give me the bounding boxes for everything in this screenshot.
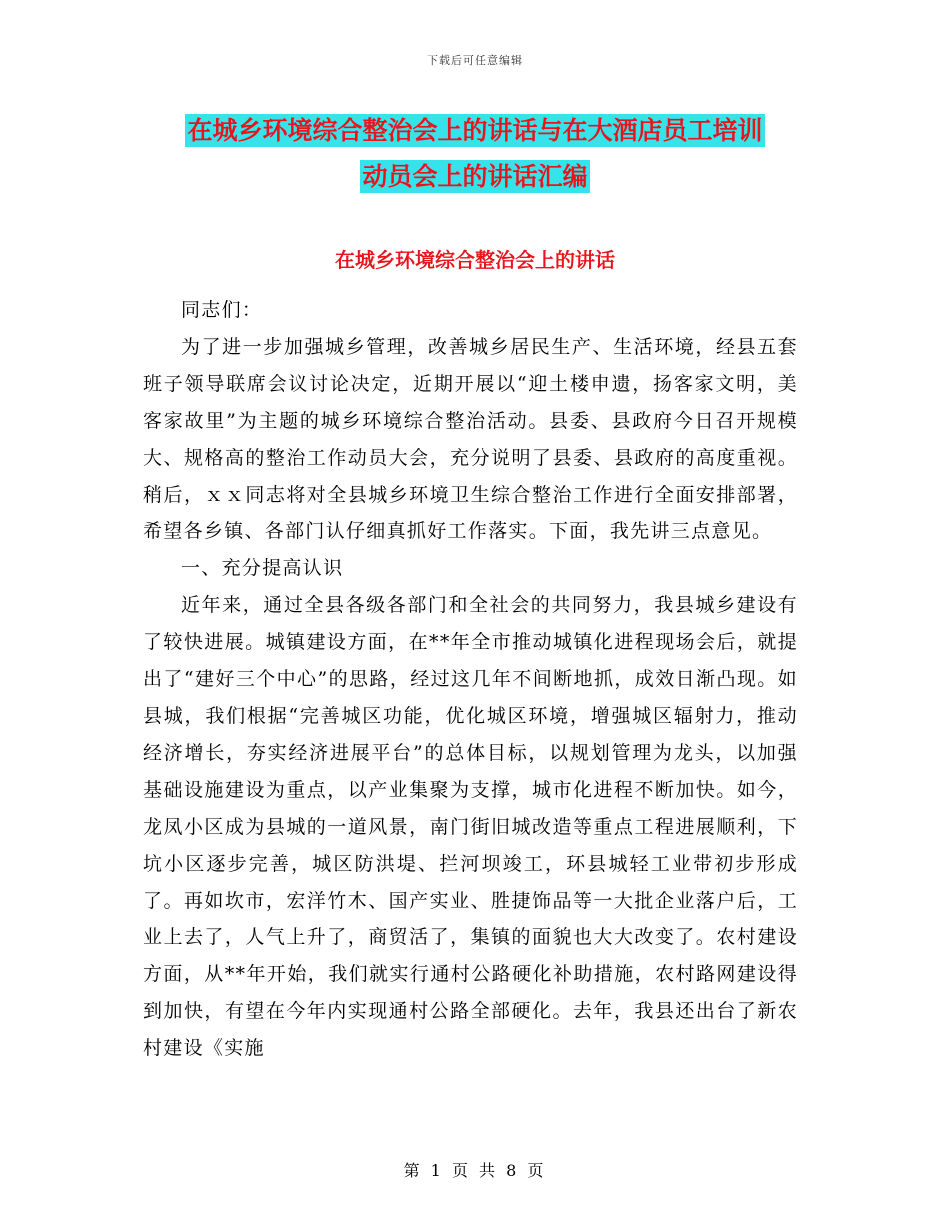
paragraph-salutation: 同志们： [181, 299, 263, 321]
section-title: 在城乡环境综合整治会上的讲话 [335, 248, 615, 272]
document-body [143, 292, 798, 1067]
paragraph-body-1: 近年来，通过全县各级各部门和全社会的共同努力，我县城乡建设有了较快进展。城镇建设方面，在**年全市推动城镇化进程现场会后，就提出了“建好三个中心”的思路，经过这几年不间断地抓，成效日渐凸现。如县城，我们根据“完善城区功能，优化城区环境，增强城区辐射力，推动经济增长，夯实经济进展平台”的总体目标，以规划管理为龙头，以加强基础设施建设为重点，以产业集聚为支撑，城市化进程不断加快。如今，龙凤小区成为县城的一道风景，南门街旧城改造等重点工程进展顺利，下坑小区逐步完善，城区防洪堤、拦河坝竣工，环县城轻工业带初步形成了。再如坎市，宏洋竹木、国产实业、胜捷饰品等一大批企业落户后，工业上去了，人气上升了，商贸活了，集镇的面貌也大大改变了。农村建设方面，从**年开始，我们就实行通村公路硬化补助措施，农村路网建设得到加快，有望在今年内实现通村公路全部硬化。去年，我县还出台了新农村建设《实施 [143, 594, 798, 1060]
document-title [120, 108, 830, 200]
page-header-note: 下载后可任意编辑 [427, 54, 523, 67]
document-title-line-2: 动员会上的讲话汇编 [362, 162, 588, 191]
paragraph-heading-1: 一、充分提高认识 [181, 557, 344, 580]
document-title-line-1: 在城乡环境综合整治会上的讲话与在大酒店员工培训 [187, 116, 763, 145]
page-footer: 第 1 页 共 8 页 [403, 1161, 547, 1180]
paragraph-intro: 为了进一步加强城乡管理，改善城乡居民生产、生活环境，经县五套班子领导联席会议讨论决定，近期开展以“迎土楼申遗，扬客家文明，美客家故里”为主题的城乡环境综合整治活动。县委、县政府今日召开规模大、规格高的整治工作动员大会，充分说明了县委、县政府的高度重视。稍后，ｘｘ同志将对全县城乡环境卫生综合整治工作进行全面安排部署，希望各乡镇、各部门认仔细真抓好工作落实。下面，我先讲三点意见。 [143, 335, 798, 543]
